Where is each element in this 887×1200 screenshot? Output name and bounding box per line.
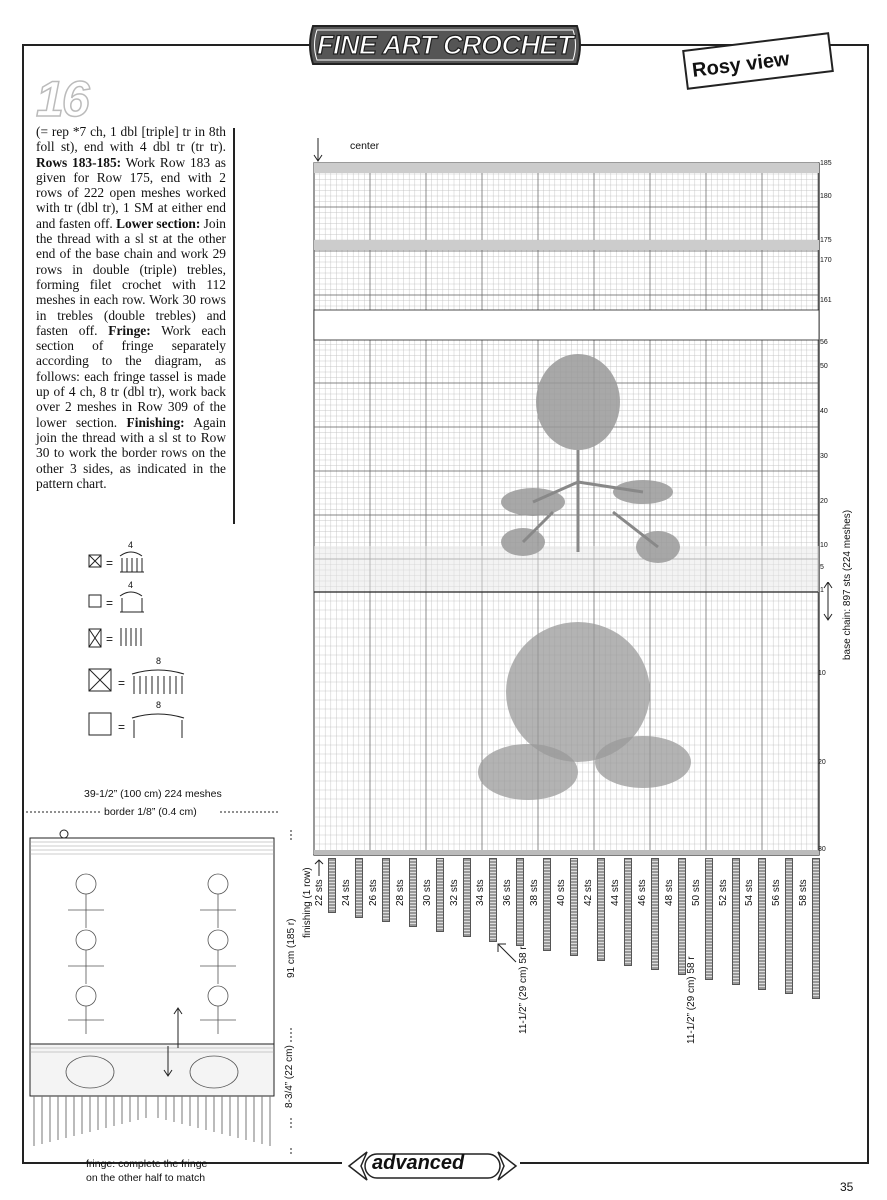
page-number: 35 [840,1180,854,1194]
stitch-diagram-icon [116,588,146,614]
footer-badge-text: advanced [372,1152,465,1174]
fringe-caption-line-1: fringe: complete the fringe [86,1158,208,1170]
cross-small-icon [88,554,102,568]
legend-row [88,656,248,692]
fringe-bar [678,858,686,975]
row-number-label: 50 [820,363,828,370]
fringe-note-1: 11-1/2” (29 cm) 58 r [518,946,529,1034]
schematic-border-label: border 1/8” (0.4 cm) [104,806,197,818]
curtain-schematic [28,828,278,1158]
fringe-note-arrow-icon [494,940,518,964]
legend-count: 8 [156,700,162,710]
row-number-label: 10 [820,542,828,549]
fringe-bar [436,858,444,932]
fringe-sts-label: 56 sts [771,879,783,906]
legend-count: 4 [128,540,134,550]
fringe-sts-label: 54 sts [744,879,756,906]
lower-section-text: Join the thread with a sl st at the other end of the base chain and work 29 rows in double (triple) trebles, forming filet crochet with 112 meshes in each row. Work 30 rows in trebles (double trebles) and fasten off. [36,215,226,338]
fringe-bar [785,858,793,994]
legend-equals: = [106,632,114,646]
fringe-sts-label: 52 sts [717,879,729,906]
center-label: center [350,140,380,152]
center-arrow-icon [313,138,323,164]
fringe-sts-label: 26 sts [367,879,379,906]
legend-row [88,622,248,652]
base-chain-arrow-icon [823,582,833,622]
schematic-width-label: 39-1/2” (100 cm) 224 meshes [84,788,222,800]
fringe-sts-label: 42 sts [583,879,594,906]
row-number-label: 20 [818,759,826,766]
rose-section-bottom-band [314,546,819,592]
row-number-label: 175 [820,237,832,244]
schematic-height-label: 91 cm (185 r) [286,918,297,978]
border-band [314,240,819,250]
fringe-bar [543,858,551,951]
base-chain-label: base chain: 897 sts (224 meshes) [842,509,853,660]
finishing-arrow-icon [314,858,324,878]
row-number-label: 180 [820,193,832,200]
fringe-bar [463,858,471,937]
fringe-sts-label: 34 sts [475,879,487,906]
fringe-sts-label: 38 sts [529,879,541,906]
header-title: FINE ART CROCHET [316,30,573,60]
filet-chart [313,162,823,858]
finishing-heading: Finishing: [126,414,185,430]
stitch-diagram-icon [116,626,146,648]
legend-count: 8 [156,656,162,666]
fringe-caption-line-2: on the other half to match [86,1172,206,1184]
legend-equals: = [118,720,126,734]
border-band [314,163,819,173]
row-number-label: 10 [818,670,826,677]
schematic-width-arrow [20,804,280,820]
fringe-bar [570,858,578,956]
fringe-sts-label: 36 sts [502,879,514,906]
fringe-sts-label: 24 sts [340,879,352,906]
fringe-sts-label: 48 sts [663,879,675,906]
row-number-label: 30 [818,846,826,853]
open-large-icon [88,712,112,736]
rows-text: Work Row 183 as given for Row 175, end with 2 rows of 222 open meshes worked with tr (dbl tr), 1 SM at either end and fasten off. [36,154,227,231]
finishing-label: finishing (1 row) [302,867,313,938]
legend-row [88,700,248,736]
row-number-label: 1 [820,587,824,594]
row-number-label: 20 [820,498,828,505]
row-gap-band [314,310,819,340]
schematic-height-arrows [286,828,296,1158]
finishing-text: Again join the thread with a sl st to Row 30 to work the border rows on the other 3 sides, as indicated in the pattern chart. [36,414,226,491]
fringe-text: Work each section of fringe separately according to the diagram, as follows: each fringe tassel is made up of 4 ch, 8 tr (dbl tr), work back over 2 meshes in Row 309 of the lower section. [36,322,226,430]
row-number-label: 170 [820,257,832,264]
legend-equals: = [106,556,114,570]
fringe-sts-label: 40 sts [556,879,568,906]
row-number-label: 30 [820,453,828,460]
fringe-sts-label: 46 sts [636,879,648,906]
tagline-text: Rosy view [690,48,791,82]
instructions-paragraph-1: (= rep *7 ch, 1 dbl [triple] tr in 8th foll st), end with 4 dbl tr (tr tr). [36,124,226,155]
fringe-sts-label: 58 sts [798,879,810,906]
fringe-bar [651,858,659,970]
fringe-sts-label: 22 sts [314,879,325,906]
fringe-bar [597,858,605,961]
fringe-bar [812,858,820,999]
page-frame-bottom-right [520,1162,867,1164]
fringe-heading: Fringe: [108,322,151,338]
fringe-bar [516,858,524,946]
fringe-sts-label: 50 sts [690,879,702,906]
rose-bloom [536,354,620,450]
lower-section-heading: Lower section: [116,215,201,231]
legend-equals: = [118,676,126,690]
pattern-number: 16 [36,71,88,127]
row-number-label: 40 [820,408,828,415]
fringe-note-2: 11-1/2” (29 cm) 58 r [686,956,697,1044]
legend-row [88,540,248,578]
fringe-bar [409,858,417,927]
fringe-bar [355,858,363,918]
fringe-sts-label: 30 sts [421,879,433,906]
stitch-diagram-icon [116,548,146,574]
fringe-bar [624,858,632,966]
row-number-label: 185 [820,160,832,167]
rows-heading: Rows 183-185: [36,154,122,170]
legend-equals: = [106,596,114,610]
row-number-label: 161 [820,297,832,304]
row-number-label: 56 [820,339,828,346]
fringe-sts-label: 32 sts [448,879,460,906]
row-number-label: 5 [820,564,824,571]
cross-large-icon [88,668,112,692]
cross-tall-icon [88,628,102,648]
stitch-diagram-icon [128,710,188,740]
fringe-bar [705,858,713,980]
open-small-icon [88,594,102,608]
legend-count: 4 [128,580,134,590]
fringe-bar [328,858,336,913]
fringe-bar [382,858,390,922]
lower-rose-leaf [478,744,578,800]
stitch-diagram-icon [128,666,188,696]
fringe-sts-label: 44 sts [609,879,621,906]
bottom-band [314,850,819,855]
fringe-sts-label: 28 sts [394,879,406,906]
schematic-lower-label: 8-3/4” (22 cm) [284,1045,295,1108]
fringe-bar [758,858,766,990]
instructions-rule [233,128,235,524]
legend-row [88,580,248,618]
lower-rose-leaf [595,736,691,788]
instructions-text [36,124,226,491]
fringe-bar [489,858,497,942]
fringe-bar [732,858,740,985]
